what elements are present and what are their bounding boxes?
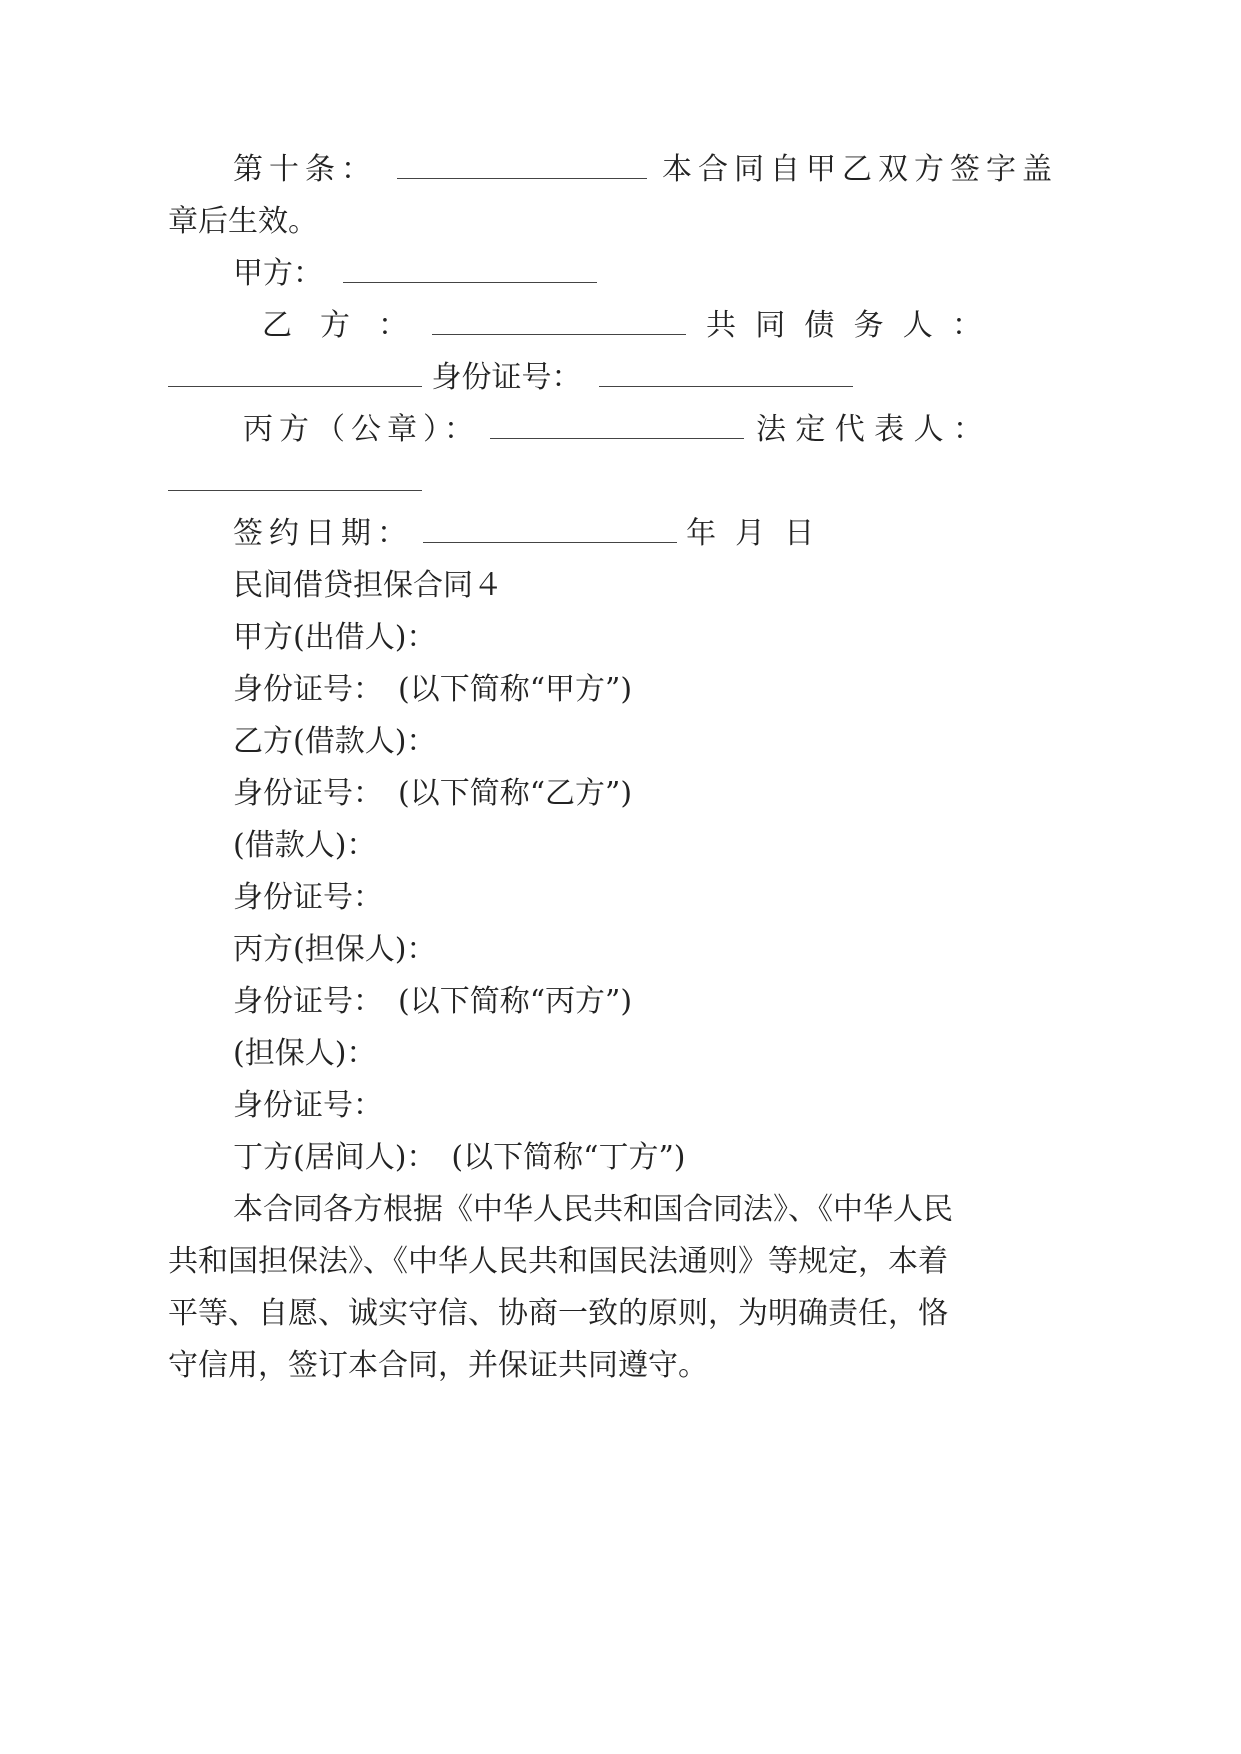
party-line: 身份证号：	[233, 1088, 383, 1123]
co-debtor-blank[interactable]	[168, 362, 422, 387]
party-b-line	[262, 306, 982, 346]
legal-rep-blank-line	[168, 462, 422, 502]
party-b-blank[interactable]	[432, 310, 686, 335]
legal-rep-label	[756, 410, 983, 450]
date-suffix: 年 月 日	[686, 516, 815, 551]
legal-rep-char: 代	[834, 412, 865, 447]
signing-date-blank[interactable]	[423, 518, 677, 543]
co-debtor-char: 共	[706, 308, 736, 343]
legal-rep-char: 定	[795, 412, 826, 447]
party-line: (借款人)：	[233, 828, 377, 863]
preamble-line: 守信用，签订本合同，并保证共同遵守。	[168, 1348, 708, 1383]
co-debtor-char: 债	[804, 308, 835, 343]
article10-label: 第十条：	[233, 152, 377, 187]
party-a-label: 甲方：	[233, 256, 323, 291]
party-line: 丙方(担保人)：	[233, 932, 437, 967]
legal-rep-char: 表	[874, 412, 905, 447]
id-number-blank[interactable]	[599, 362, 853, 387]
signing-date-label: 签约日期：	[233, 516, 413, 551]
legal-rep-char: 人	[913, 412, 944, 447]
party-a-blank[interactable]	[343, 258, 597, 283]
preamble-line: 本合同各方根据《中华人民共和国合同法》、《中华人民	[233, 1192, 953, 1227]
co-debtor-char: 人	[902, 308, 933, 343]
co-debtor-id-line	[168, 358, 853, 398]
party-line: (担保人)：	[233, 1036, 377, 1071]
party-c-line	[243, 410, 983, 450]
co-debtor-label	[706, 306, 982, 346]
co-debtor-char: ：	[951, 308, 982, 343]
party-b-label: 乙	[262, 308, 292, 343]
party-a-line	[233, 254, 597, 294]
party-line: 身份证号： (以下简称“甲方”)	[233, 672, 633, 707]
co-debtor-char: 同	[755, 308, 786, 343]
contract-title	[233, 566, 503, 606]
preamble-line: 平等、自愿、诚实守信、协商一致的原则，为明确责任，恪	[168, 1296, 948, 1331]
article10-cont-text: 章后生效。	[168, 204, 318, 239]
party-line: 身份证号： (以下简称“丙方”)	[233, 984, 633, 1019]
contract-title-text: 民间借贷担保合同４	[233, 568, 503, 603]
co-debtor-char: 务	[853, 308, 884, 343]
preamble-line: 共和国担保法》、《中华人民共和国民法通则》等规定，本着	[168, 1244, 948, 1279]
party-line: 身份证号： (以下简称“乙方”)	[233, 776, 633, 811]
party-c-stamp-label: 丙方（公章）：	[243, 412, 480, 447]
article10-text: 本合同自甲乙双方签字盖	[662, 152, 1058, 187]
party-line: 丁方(居间人)： (以下简称“丁方”)	[233, 1140, 686, 1175]
legal-rep-char: 法	[756, 412, 786, 447]
party-b-colon: ：	[378, 308, 408, 343]
legal-rep-blank[interactable]	[168, 466, 422, 491]
id-number-label: 身份证号：	[431, 360, 582, 395]
party-c-blank[interactable]	[490, 414, 744, 439]
article10-continuation	[168, 202, 318, 242]
party-b-fang: 方	[320, 308, 350, 343]
signing-date-line	[233, 514, 814, 554]
legal-rep-char: ：	[952, 412, 983, 447]
party-line: 乙方(借款人)：	[233, 724, 437, 759]
article10-line	[233, 150, 1058, 190]
party-line: 身份证号：	[233, 880, 383, 915]
article10-blank[interactable]	[397, 154, 647, 179]
party-line: 甲方(出借人)：	[233, 620, 437, 655]
